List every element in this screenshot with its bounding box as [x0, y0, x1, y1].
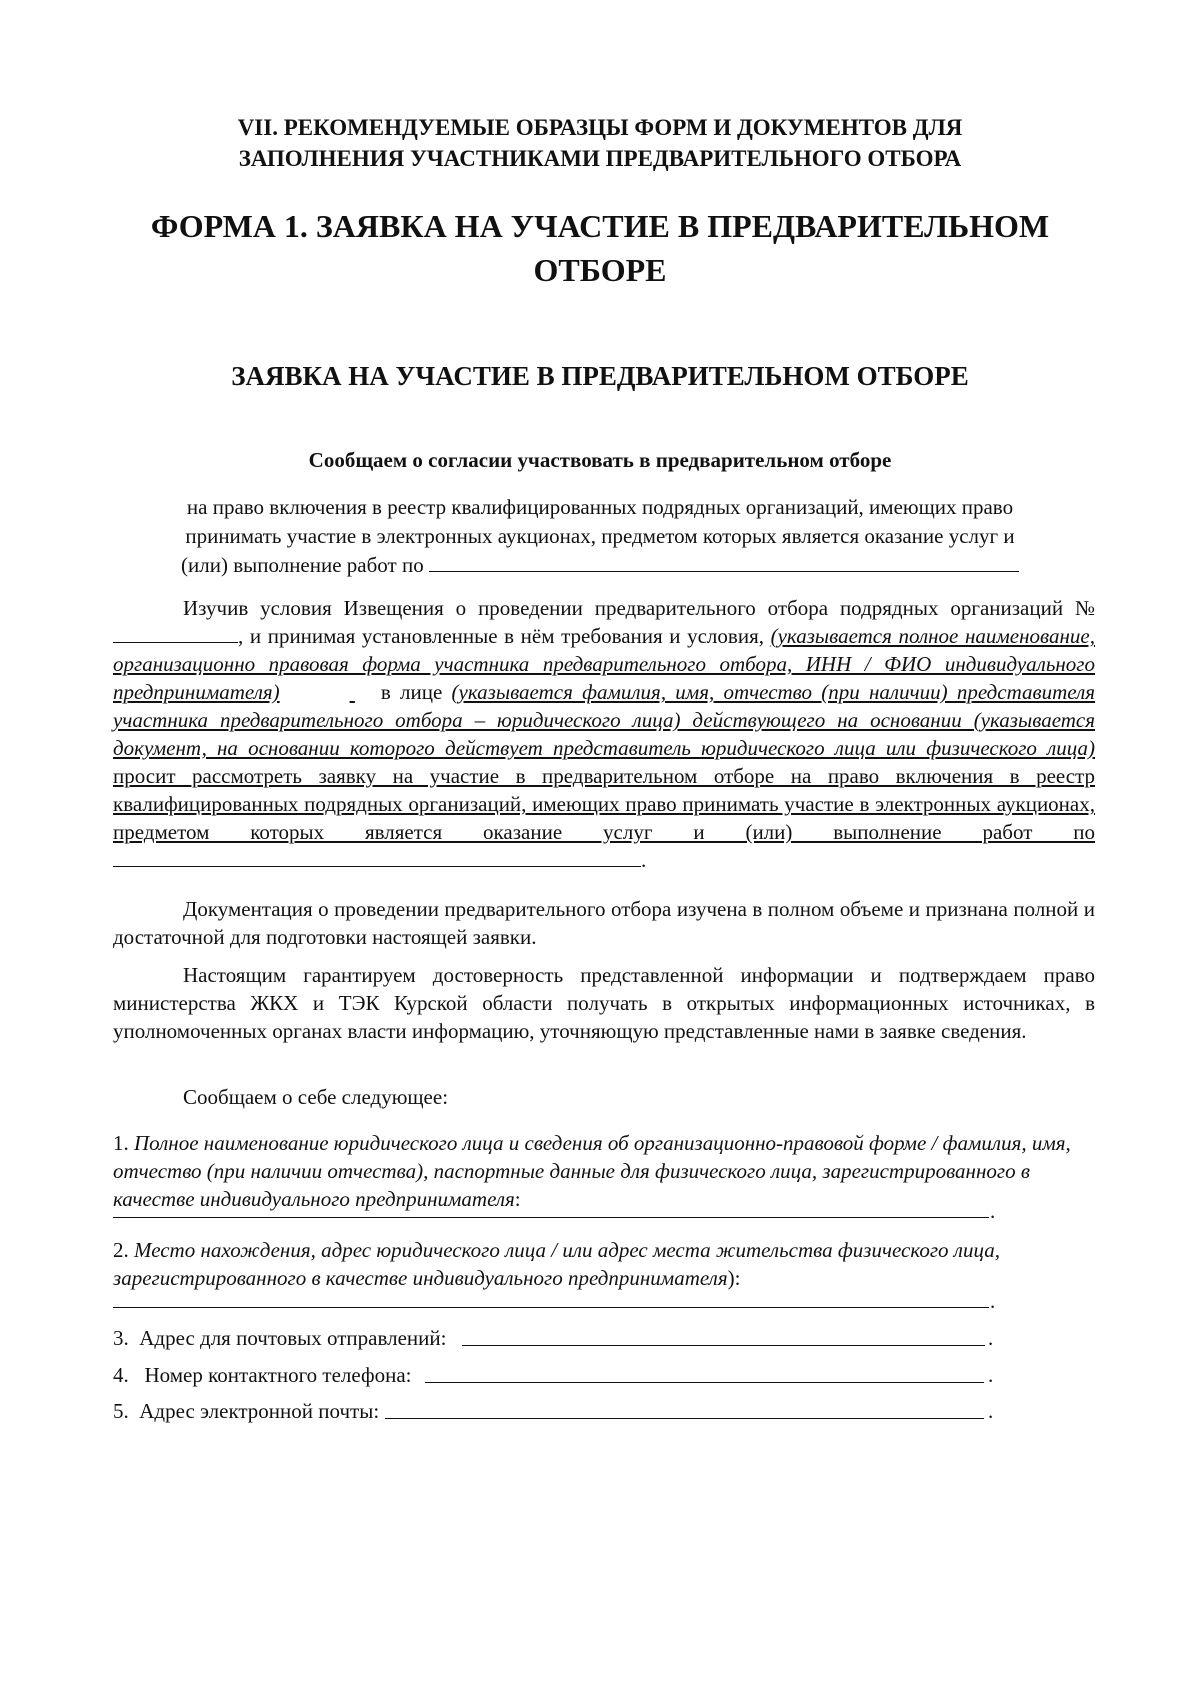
item-3 — [113, 1324, 1095, 1352]
item-5-field[interactable] — [385, 1418, 984, 1419]
item-4-number: 4. — [113, 1363, 129, 1387]
item-2-field[interactable] — [113, 1307, 989, 1308]
section-title-line-2: ЗАПОЛНЕНИЯ УЧАСТНИКАМИ ПРЕДВАРИТЕЛЬНОГО ОТБОРА — [238, 146, 962, 171]
works-field-2[interactable] — [113, 848, 641, 867]
form-title-line-1: ФОРМА 1. ЗАЯВКА НА УЧАСТИЕ В ПРЕДВАРИТЕЛЬНОМ — [150, 208, 1050, 244]
section-title — [150, 112, 1050, 174]
item-5 — [113, 1397, 1095, 1425]
item-4-field[interactable] — [425, 1382, 984, 1383]
consent-text — [112, 493, 1088, 580]
main-part-6: просит рассмотреть заявку на участие в предварительном отборе на право включения в реестр квалифицированных подрядных организаций, имеющих право принимать участие в электронных аукционах, предметом которых является оказание услуг и (или) выполнение работ по — [113, 764, 1095, 844]
item-1-suffix: : — [514, 1187, 521, 1211]
participant-name-gap[interactable] — [280, 678, 372, 706]
main-part-2: , и принимая установленные в нём требования и условия, — [238, 624, 771, 648]
consent-line-1: на право включения в реестр квалифицированных подрядных организаций, имеющих право — [186, 495, 1014, 519]
item-2-suffix: ): — [727, 1266, 741, 1290]
about-us-text: Сообщаем о себе следующее: — [183, 1085, 449, 1109]
application-title: ЗАЯВКА НА УЧАСТИЕ В ПРЕДВАРИТЕЛЬНОМ ОТБОРЕ — [231, 361, 969, 391]
form-title — [120, 204, 1080, 292]
item-1-end: . — [990, 1199, 996, 1223]
main-part-1: Изучив условия Извещения о проведении предварительного отбора подрядных организаций № — [183, 596, 1095, 620]
item-2 — [113, 1236, 1095, 1292]
form-title-line-2: ОТБОРЕ — [533, 252, 667, 288]
item-5-number: 5. — [113, 1399, 129, 1423]
guarantee-paragraph: Настоящим гарантируем достоверность представленной информации и подтверждаем право министерства ЖКХ и ТЭК Курской области получать в открытых информационных источниках, в уполномоченных органах власти информацию, уточняющую представленные нами в заявке сведения. — [113, 963, 1095, 1043]
item-2-text: Место нахождения, адрес юридического лица / или адрес места жительства физического лица, зарегистрированного в качестве индивидуального предпринимателя — [113, 1238, 1000, 1290]
consent-line-3-text: (или) выполнение работ по — [181, 553, 424, 577]
item-4-text: Номер контактного телефона: — [144, 1363, 412, 1387]
item-5-end: . — [988, 1399, 994, 1423]
item-3-end: . — [988, 1326, 994, 1350]
main-part-3: (указывается полное наименование, организационно правовая форма участника предварительного отбора, ИНН / ФИО индивидуального предпринимателя) — [113, 624, 1095, 704]
item-3-text: Адрес для почтовых отправлений: — [139, 1326, 447, 1350]
consent-line-2: принимать участие в электронных аукционах, предметом которых является оказание услуг и — [185, 524, 1015, 548]
item-5-text: Адрес электронной почты: — [139, 1399, 380, 1423]
main-part-4: в лице — [371, 680, 452, 704]
item-1 — [113, 1129, 1095, 1213]
item-2-number: 2. — [113, 1238, 129, 1262]
item-3-field[interactable] — [462, 1345, 985, 1346]
item-4-end: . — [988, 1363, 994, 1387]
section-title-line-1: VII. РЕКОМЕНДУЕМЫЕ ОБРАЗЦЫ ФОРМ И ДОКУМЕНТОВ ДЛЯ — [237, 115, 963, 140]
works-field[interactable] — [429, 570, 1019, 572]
main-part-7: . — [641, 848, 647, 872]
consent-title: Сообщаем о согласии участвовать в предварительном отборе — [308, 448, 892, 472]
item-1-number: 1. — [113, 1131, 129, 1155]
main-paragraph — [113, 594, 1095, 874]
item-1-field[interactable] — [113, 1217, 989, 1218]
item-4 — [113, 1361, 1095, 1389]
documentation-paragraph: Документация о проведении предварительного отбора изучена в полном объеме и признана полной и достаточной для подготовки настоящей заявки. — [113, 897, 1095, 949]
main-part-5: (указывается фамилия, имя, отчество (при наличии) представителя участника предварительного отбора – юридического лица) действующего на основании (указывается документ, на основании которого действует представитель юридического лица или физического лица) — [113, 680, 1095, 760]
item-1-text: Полное наименование юридического лица и сведения об организационно-правовой форме / фамилия, имя, отчество (при наличии отчества), паспортные данные для физического лица, зарегистрированного в качестве индивидуального предпринимателя — [113, 1131, 1071, 1211]
item-2-end: . — [990, 1289, 996, 1313]
consent-line-3 — [112, 551, 1088, 580]
item-3-number: 3. — [113, 1326, 129, 1350]
notice-number-field[interactable] — [113, 624, 238, 643]
